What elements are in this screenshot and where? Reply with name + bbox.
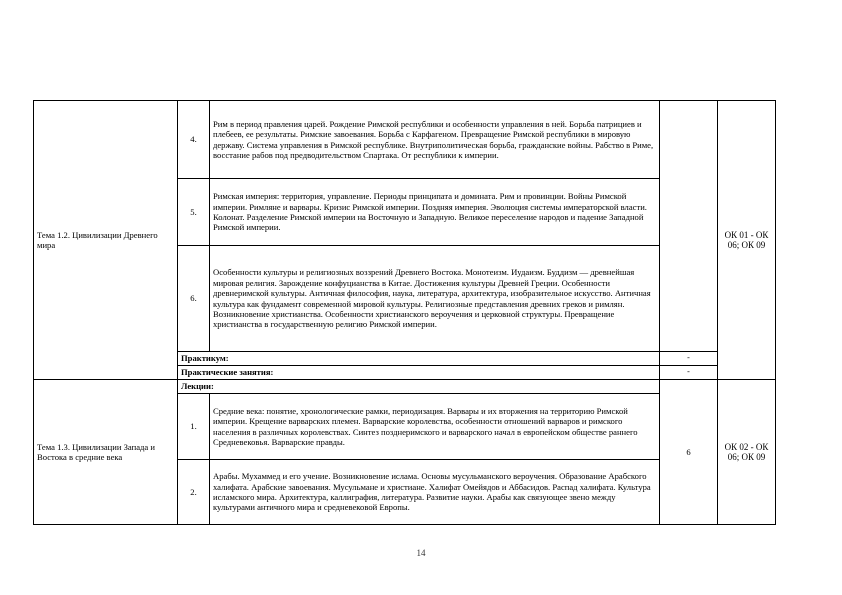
hours-cell bbox=[660, 101, 718, 352]
hours-cell: 6 bbox=[660, 380, 718, 525]
competencies-cell: ОК 02 - ОК 06; ОК 09 bbox=[718, 380, 776, 525]
item-number: 4. bbox=[178, 101, 210, 179]
topic-cell: Тема 1.3. Цивилизации Запада и Востока в средние века bbox=[34, 380, 178, 525]
page-number: 14 bbox=[416, 548, 426, 558]
item-number: 5. bbox=[178, 179, 210, 246]
topic-cell: Тема 1.2. Цивилизации Древнего мира bbox=[34, 101, 178, 380]
item-number: 2. bbox=[178, 460, 210, 525]
curriculum-table bbox=[33, 100, 776, 525]
item-content: Особенности культуры и религиозных воззрений Древнего Востока. Монотеизм. Иудаизм. Буддизм — древнейшая мировая религия. Зарождение конфуцианства в Китае. Достижения культуры Древней Греции. Особенности древнеримской культуры. Античная философия, наука, литература, архитектура, изобразительное искусство. Античная культура как фундамент современной мировой культуры. Религиозные представления древних греков и римлян. Возникновение христианства. Особенности христианского вероучения и церковной структуры. Превращение христианства в государственную религию Римской империи. bbox=[210, 246, 660, 352]
practical-value: - bbox=[660, 366, 718, 380]
item-content: Рим в период правления царей. Рождение Римской республики и особенности управления в ней. Борьба патрициев и плебеев, ее результаты. Римские завоевания. Борьба с Карфагеном. Превращение Римской республики в мировую державу. Система управления в Римской республике. Внутриполитическая борьба, гражданские войны. Рабство в Риме, восстание рабов под предводительством Спартака. От республики к империи. bbox=[210, 101, 660, 179]
table-row bbox=[34, 101, 776, 179]
competencies-cell: ОК 01 - ОК 06; ОК 09 bbox=[718, 101, 776, 380]
item-content: Средние века: понятие, хронологические рамки, периодизация. Варвары и их вторжения на территорию Римской империи. Крещение варварских племен. Варварские королевства, особенности отношений варваров и римского населения в различных королевствах. Синтез позднеримского и варварского начал в европейском обществе раннего Средневековья. Варварские правды. bbox=[210, 394, 660, 460]
item-content: Римская империя: территория, управление. Периоды принципата и домината. Рим и провинции. Войны Римской империи. Римляне и варвары. Кризис Римской империи. Поздняя империя. Эволюция системы императорской власти. Колонат. Разделение Римской империи на Восточную и Западную. Великое переселение народов и падение Западной Римской империи. bbox=[210, 179, 660, 246]
lectures-label: Лекции: bbox=[178, 380, 660, 394]
practicum-label: Практикум: bbox=[178, 352, 660, 366]
item-content: Арабы. Мухаммед и его учение. Возникновение ислама. Основы мусульманского вероучения. Образование Арабского халифата. Арабские завоевания. Мусульмане и христиане. Халифат Омейядов и Аббасидов. Распад халифата. Культура исламского мира. Архитектура, каллиграфия, литература. Развитие науки. Арабы как связующее звено между культурами античного мира и средневековой Европы. bbox=[210, 460, 660, 525]
practicum-value: - bbox=[660, 352, 718, 366]
item-number: 6. bbox=[178, 246, 210, 352]
practical-label: Практические занятия: bbox=[178, 366, 660, 380]
table-row bbox=[34, 380, 776, 394]
item-number: 1. bbox=[178, 394, 210, 460]
